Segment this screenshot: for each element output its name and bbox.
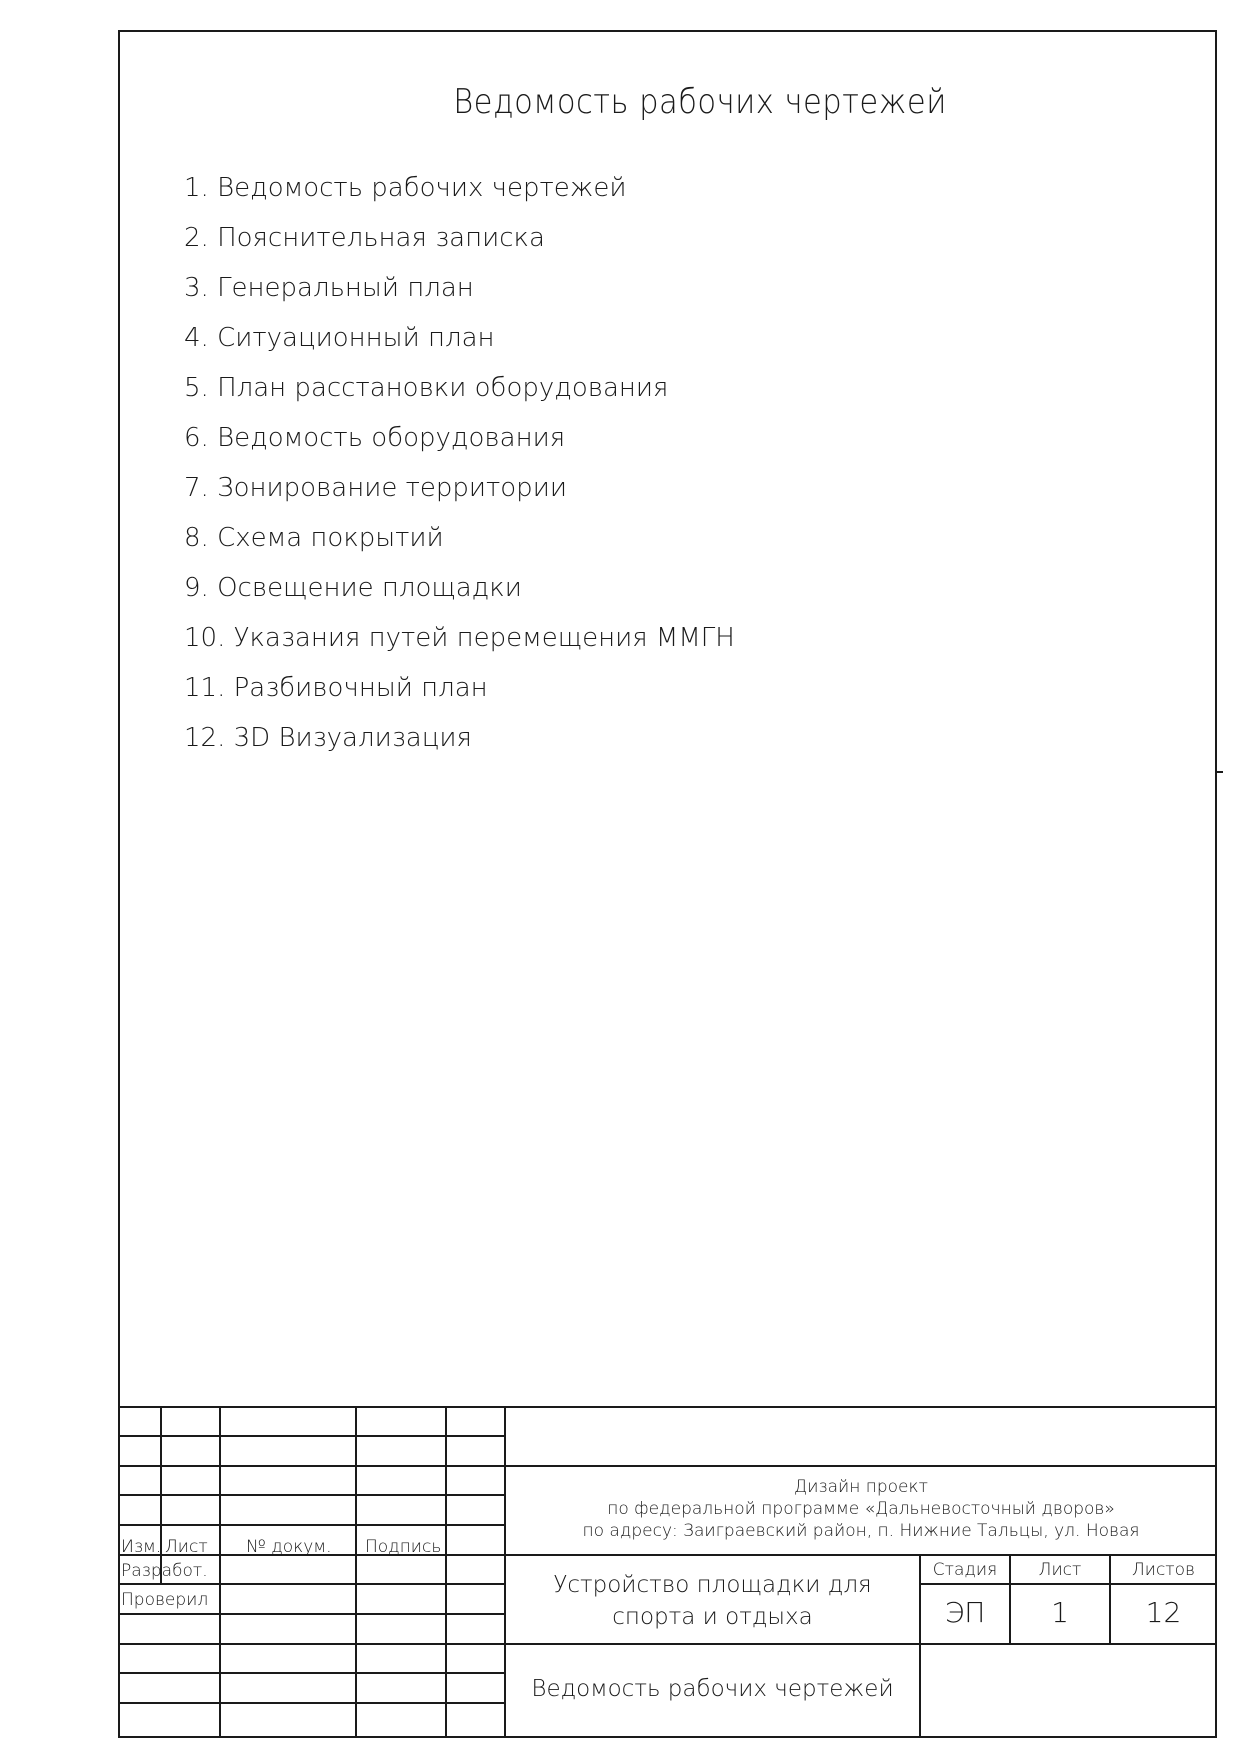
drawing-item: 4. Ситуационный план xyxy=(184,323,495,353)
header-izm: Изм. xyxy=(121,1537,162,1557)
project-line-2: по федеральной программе «Дальневосточный дворов» xyxy=(607,1499,1115,1519)
role-developed: Разработ. xyxy=(121,1561,208,1581)
sheet-number: 1 xyxy=(1051,1596,1069,1629)
sheet-heading: Ведомость рабочих чертежей xyxy=(453,82,947,122)
sheets-total: 12 xyxy=(1145,1596,1182,1629)
drawing-item: 1. Ведомость рабочих чертежей xyxy=(184,173,627,203)
drawing-item: 2. Пояснительная записка xyxy=(184,223,545,253)
object-name-line-1: Устройство площадки для xyxy=(553,1572,872,1598)
object-name-line-2: спорта и отдыха xyxy=(612,1604,813,1630)
role-checked: Проверил xyxy=(121,1590,209,1610)
stage-value: ЭП xyxy=(944,1596,986,1629)
header-list: Лист xyxy=(165,1537,208,1557)
drawing-item: 11. Разбивочный план xyxy=(184,673,488,703)
header-signature: Подпись xyxy=(365,1537,442,1557)
drawing-item: 8. Схема покрытий xyxy=(184,523,444,553)
project-line-1: Дизайн проект xyxy=(794,1477,928,1497)
drawing-item: 10. Указания путей перемещения ММГН xyxy=(184,623,735,653)
drawing-item: 9. Освещение площадки xyxy=(184,573,522,603)
project-line-3: по адресу: Заиграевский район, п. Нижние Тальцы, ул. Новая xyxy=(582,1521,1140,1541)
drawing-item: 6. Ведомость оборудования xyxy=(184,423,566,453)
stamp-sheet-title: Ведомость рабочих чертежей xyxy=(531,1676,894,1702)
drawing-item: 12. 3D Визуализация xyxy=(184,723,472,753)
drawing-item: 3. Генеральный план xyxy=(184,273,474,303)
sheets-label: Листов xyxy=(1131,1560,1196,1580)
header-doc-number: № докум. xyxy=(246,1537,332,1557)
stage-label: Стадия xyxy=(932,1560,998,1580)
drawing-item: 5. План расстановки оборудования xyxy=(184,373,669,403)
drawing-item: 7. Зонирование территории xyxy=(184,473,567,503)
sheet-label: Лист xyxy=(1038,1560,1082,1580)
